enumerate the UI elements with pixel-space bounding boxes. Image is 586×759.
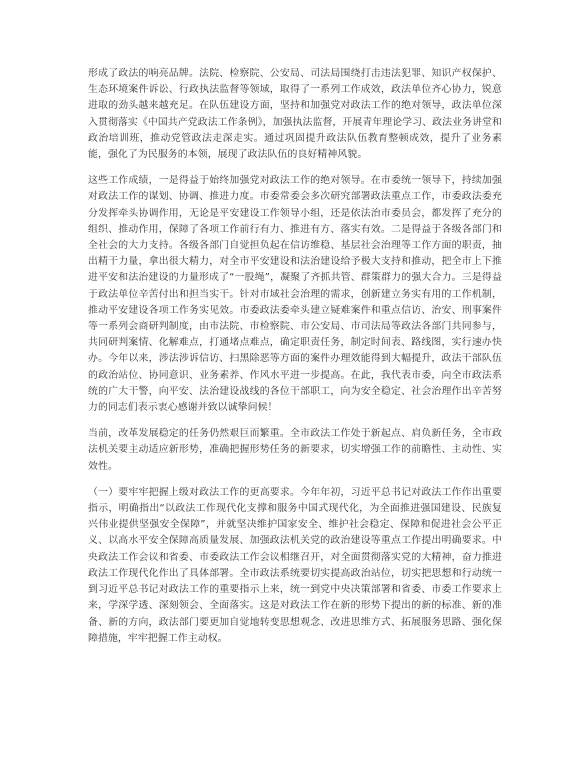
document-body xyxy=(88,66,502,657)
paragraph-2: 这些工作成绩，一是得益于始终加强党对政法工作的绝对领导。在市委统一领导下，持续加强对政法工作的谋划、协调、推进力度。市委常委会多次研究部署政法重点工作，市委政法委充分发挥牵头协调作用，无论是平安建设工作领导小组，还是依法治市委员会，都发挥了充分的组织、推动作用，保障了各项工作前行有力、推进有方、落实有效。二是得益于各级各部门和全社会的大力支持。各级各部门自觉担负起在信访维稳、基层社会治理等工作方面的职责，抽出精干力量，拿出很大精力，对全市平安建设和法治建设给予极大支持和推动，把全市上下推进平安和法治建设的力量形成了“一股绳”，凝聚了齐抓共管、群策群力的强大合力。三是得益于政法单位辛苦付出和担当实干。针对市域社会治理的需求，创新建立务实有用的工作机制，推动平安建设各项工作务实见效。市委政法委牵头建立疑难案件和重点信访、治安、刑事案件等一系列会商研判制度，由市法院、市检察院、市公安局、市司法局等政法各部门共同参与，共同研判案情、化解难点，打通堵点难点，确定职责任务，制定时间表、路线图，实行速办快办。今年以来，涉法涉诉信访、扫黑除恶等方面的案件办理效能得到大幅提升，政法干部队伍的政治站位、协同意识、业务素养、作风水平进一步提高。在此，我代表市委，向全市政法系统的广大干警，向平安、法治建设战线的各位干部职工，向为安全稳定、社会治理作出辛苦努力的同志们表示衷心感谢并致以诚挚问候！ xyxy=(88,175,502,414)
paragraph-3: 当前，改革发展稳定的任务仍然艰巨而繁重。全市政法工作处于新起点、肩负新任务，全市政法机关要主动适应新形势，准确把握形势任务的新要求，切实增强工作的前瞻性、主动性、实效性。 xyxy=(88,428,502,472)
paragraph-4: （一）要牢牢把握上级对政法工作的更高要求。今年年初，习近平总书记对政法工作作出重要指示，明确指出“以政法工作现代化支撑和服务中国式现代化，为全面推进强国建设、民族复兴伟业提供坚强安全保障”，并就坚决维护国家安全、维护社会稳定、保障和促进社会公平正义、以高水平安全保障高质量发展、加强政法机关党的政治建设等重点工作提出明确要求。中央政法工作会议和省委、市委政法工作会议相继召开，对全面贯彻落实党的大精神，奋力推进政法工作现代化作出了具体部署。全市政法系统要切实提高政治站位，切实把思想和行动统一到习近平总书记对政法工作的重要指示上来，统一到党中央决策部署和省委、市委工作要求上来，学深学透、深刻领会、全面落实。这是对政法工作在新的形势下提出的新的标准、新的准备、新的方向，政法部门要更加自觉地转变思想观念、改进思维方式、拓展服务思路、强化保障措施，牢牢把握工作主动权。 xyxy=(88,486,502,644)
paragraph-1: 形成了政法的响亮品牌。法院、检察院、公安局、司法局围绕打击违法犯罪、知识产权保护、生态环境案件诉讼、行政执法监督等领域，取得了一系列工作成效，政法单位齐心协力，锐意进取的劲头越来越充足。在队伍建设方面，坚持和加强党对政法工作的绝对领导，政法单位深入贯彻落实《中国共产党政法工作条例》，加强执法监督，开展青年理论学习、政法业务讲堂和政治培训班，推动党管政法走深走实。通过巩固提升政法队伍教育整顿成效，提升了业务素能，强化了为民服务的本领，展现了政法队伍的良好精神风貌。 xyxy=(88,68,503,161)
